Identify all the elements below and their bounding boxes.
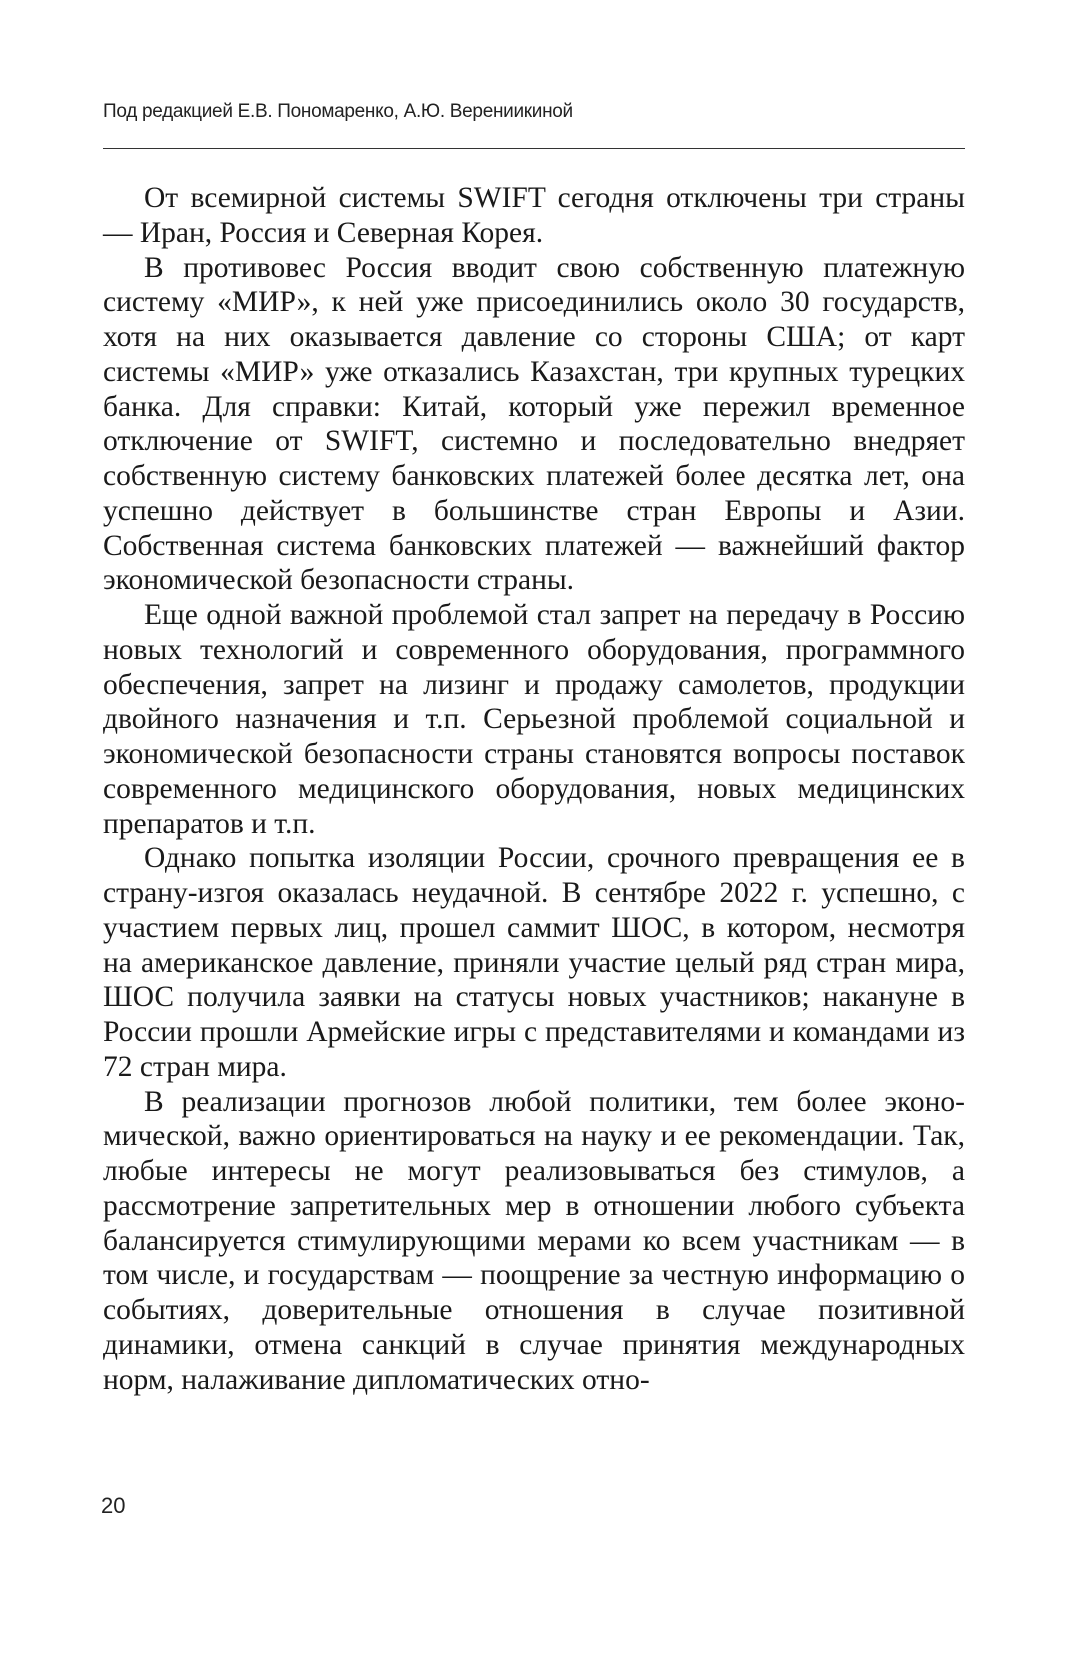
running-head: Под редакцией Е.В. Пономаренко, А.Ю. Верениикиной [103, 101, 573, 122]
paragraph: В реализации прогнозов любой политики, тем более экономической, важно ориентироваться на науку и ее рекомендации. Так, любые интересы не могут реализовываться без стимулов, а рассмотрение запретительных мер в отношении любого субъекта балансируется стимулирующими мерами ко всем участникам — в том числе, и государствам — поощрение за честную информацию о событиях, доверительные отношения в случае позитивной динамики, отмена санкций в случае принятия международных норм, налаживание дипломатических отно- [103, 1085, 965, 1396]
body-text [103, 181, 965, 1397]
page-number: 20 [101, 1493, 126, 1518]
paragraph: В противовес Россия вводит свою собственную платежную систему «МИР», к ней уже присоединились около 30 государств, хотя на них оказывается давление со стороны США; от карт системы «МИР» уже отказались Казахстан, три крупных турецких банка. Для справки: Китай, который уже пережил временное отключение от SWIFT, системно и последовательно внедряет собственную систему банковских платежей более десятка лет, она успешно действует в большинстве стран Европы и Азии. Собственная система банковских платежей — важнейший фактор экономической безопасности страны. [103, 251, 965, 597]
paragraph: Еще одной важной проблемой стал запрет на передачу в Россию новых технологий и современного оборудования, программного обеспечения, запрет на лизинг и продажу самолетов, продукции двойного назначения и т.п. Серьезной проблемой социальной и экономической безопасности страны становятся вопросы поставок современного медицинского оборудования, новых медицинских препаратов и т.п. [103, 599, 965, 840]
header-rule [103, 148, 965, 149]
paragraph: Однако попытка изоляции России, срочного превращения ее в страну-изгоя оказалась неудачной. В сентябре 2022 г. успешно, с участием первых лиц, прошел саммит ШОС, в котором, несмотря на американское давление, приняли участие целый ряд стран мира, ШОС получила заявки на статусы новых участников; накануне в России прошли Армейские игры с представителями и командами из 72 стран мира. [103, 842, 965, 1083]
paragraph: От всемирной системы SWIFT сегодня отключены три страны — Иран, Россия и Северная Корея. [103, 182, 965, 249]
